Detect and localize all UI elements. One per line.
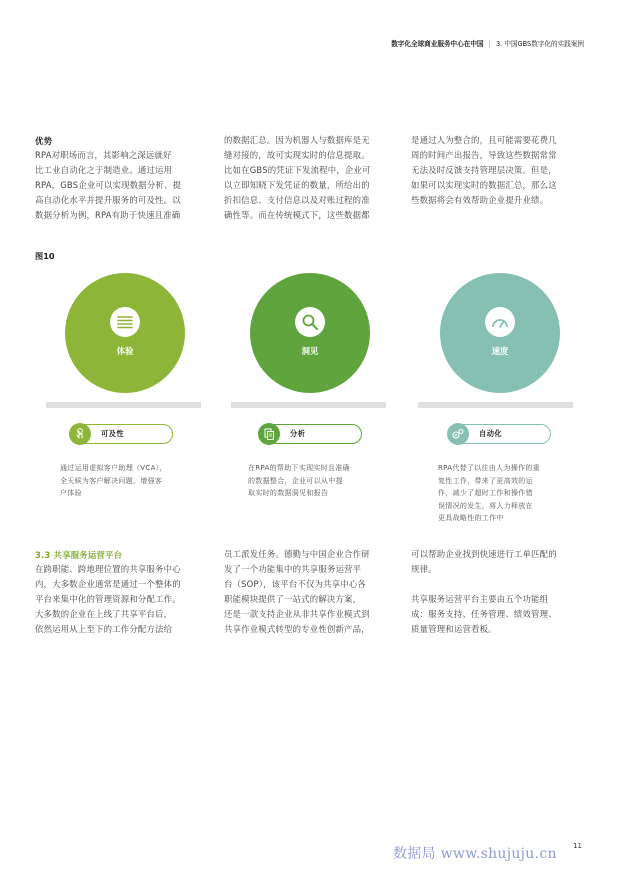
paragraph-line: 是通过人为整合的，且可能需要花费几 [411,135,557,145]
paragraph-line: 比工业自动化之于制造业。通过运用 [35,165,173,175]
divider-bar [231,402,386,408]
desc-line: 误情况的发生，将人力释放在 [438,501,533,510]
divider-bar [46,402,201,408]
desc-line: 作，减少了超时工作和操作错 [438,489,533,497]
paragraph-line: 成：服务支持、任务管理、绩效管理、 [411,609,557,619]
desc-line: 更具战略性的工作中 [438,514,504,522]
paragraph-line: 周的时间产出报告，导致这些数据常常 [411,150,557,160]
circle-experience [65,273,185,393]
pill-accessibility [70,424,173,444]
paragraph-line: 的数据汇总。因为机器人与数据库是无 [224,135,370,145]
paragraph-line: 大多数的企业在上线了共享平台后， [35,609,173,619]
desc-line: RPA代替了以往由人为操作的重 [438,464,540,472]
paragraph-line: 些数据将会有效帮助企业提升业绩。 [411,195,549,205]
pill-label: 分析 [290,429,306,438]
paragraph-line: 平台来集中化的管理资源和分配工作。 [35,594,181,604]
gauge-icon [485,307,515,337]
section33-col-1 [35,549,213,637]
paragraph-line: 高自动化水平并提升服务的可及性。以 [35,195,181,205]
pill-label: 可及性 [101,429,125,438]
page-number: 11 [573,842,582,850]
paragraph-line: 数据分析为例，RPA有助于快速且准确 [35,210,181,220]
paragraph-line: 还是一款支持企业从非共享作业模式到 [224,609,370,619]
paragraph-line: 质量管理和运营看板。 [411,624,497,634]
paragraph-line: 比如在GBS的凭证下发流程中，企业可 [224,165,371,175]
section33-col-2 [224,547,402,637]
paragraph-line: 职能模块提供了一站式的解决方案， [224,594,362,604]
paragraph-line: 以立即知晓下发凭证的数量，所给出的 [224,180,370,190]
desc-line: 通过运用虚拟客户助理（VCA）， [60,464,167,472]
circle-label: 速度 [491,346,509,356]
paragraph-line: 折扣信息、支付信息以及对账过程的准 [224,195,370,205]
watermark: 数据局 www.shujuju.cn [393,846,557,862]
desc-line: 取实时的数据洞见和报告 [248,489,329,497]
paragraph-line: 台（SOP），该平台不仅为共享中心各 [224,579,366,589]
paragraph-line: 依然运用从上至下的工作分配方法给 [35,624,173,634]
paragraph-line: 缝对接的，故可实现实时的信息提取。 [224,150,370,160]
documents-icon [258,423,280,445]
paragraph-line: 共享作业模式转型的专业性创新产品， [224,624,370,634]
section33-col-3 [411,547,591,637]
pill-analysis [259,424,362,444]
list-lines-icon [110,307,140,337]
paragraph-line: 员工派发任务。德勤与中国企业合作研 [224,549,370,559]
paragraph-line: 共享服务运营平台主要由五个功能组 [411,594,549,604]
paragraph-line: RPA，GBS企业可以实现数据分析、提 [35,180,182,190]
figure-label: 图10 [35,251,55,261]
section33-heading: 3.3 共享服务运营平台 [35,550,123,560]
desc-automation [438,462,588,525]
paragraph-line: RPA对职场而言，其影响之深远就好 [35,150,172,160]
page-header [391,38,584,48]
paragraph-line: 规律。 [411,564,437,574]
desc-line: 复性工作，带来了更高效的运 [438,476,533,485]
paragraph-line: 发了一个功能集中的共享服务运营平 [224,564,362,574]
desc-line: 户体验 [60,489,82,497]
paragraph-line: 确性等。而在传统模式下，这些数据都 [224,210,370,220]
header-separator: | [488,40,491,48]
desc-analysis [248,462,398,500]
paragraph-line: 无法及时反馈支持管理层决策。但是， [411,165,557,175]
circle-label: 体验 [116,346,134,356]
circle-insight [250,273,370,393]
paragraph-line: 如果可以实现实时的数据汇总，那么这 [411,180,557,190]
header-title: 数字化全球商业服务中心在中国 [391,40,484,48]
desc-accessibility [60,462,210,500]
advantages-col-3 [411,133,589,208]
desc-line: 全天候为客户解决问题，增强客 [60,476,163,485]
desc-line: 在RPA的帮助下实现实时且准确 [248,464,350,472]
advantages-heading: 优势 [35,136,53,146]
gears-icon [447,423,469,445]
paragraph-line: 可以帮助企业找到快速进行工单匹配的 [411,549,557,559]
pill-automation [448,424,551,444]
hand-touch-icon [69,423,91,445]
divider-bar [418,402,573,408]
desc-line: 的数据整合，企业可以从中提 [248,476,343,485]
paragraph-line: 内，大多数企业通常是通过一个整体的 [35,579,181,589]
circle-label: 洞见 [301,346,319,356]
pill-label: 自动化 [479,429,503,438]
paragraph-line: 在跨职能、跨地理位置的共享服务中心 [35,564,181,574]
advantages-col-2 [224,133,402,223]
magnifier-icon [295,307,325,337]
advantages-col-1 [35,135,210,223]
circle-speed [440,273,560,393]
header-section: 3. 中国GBS数字化的实践案例 [495,40,584,48]
